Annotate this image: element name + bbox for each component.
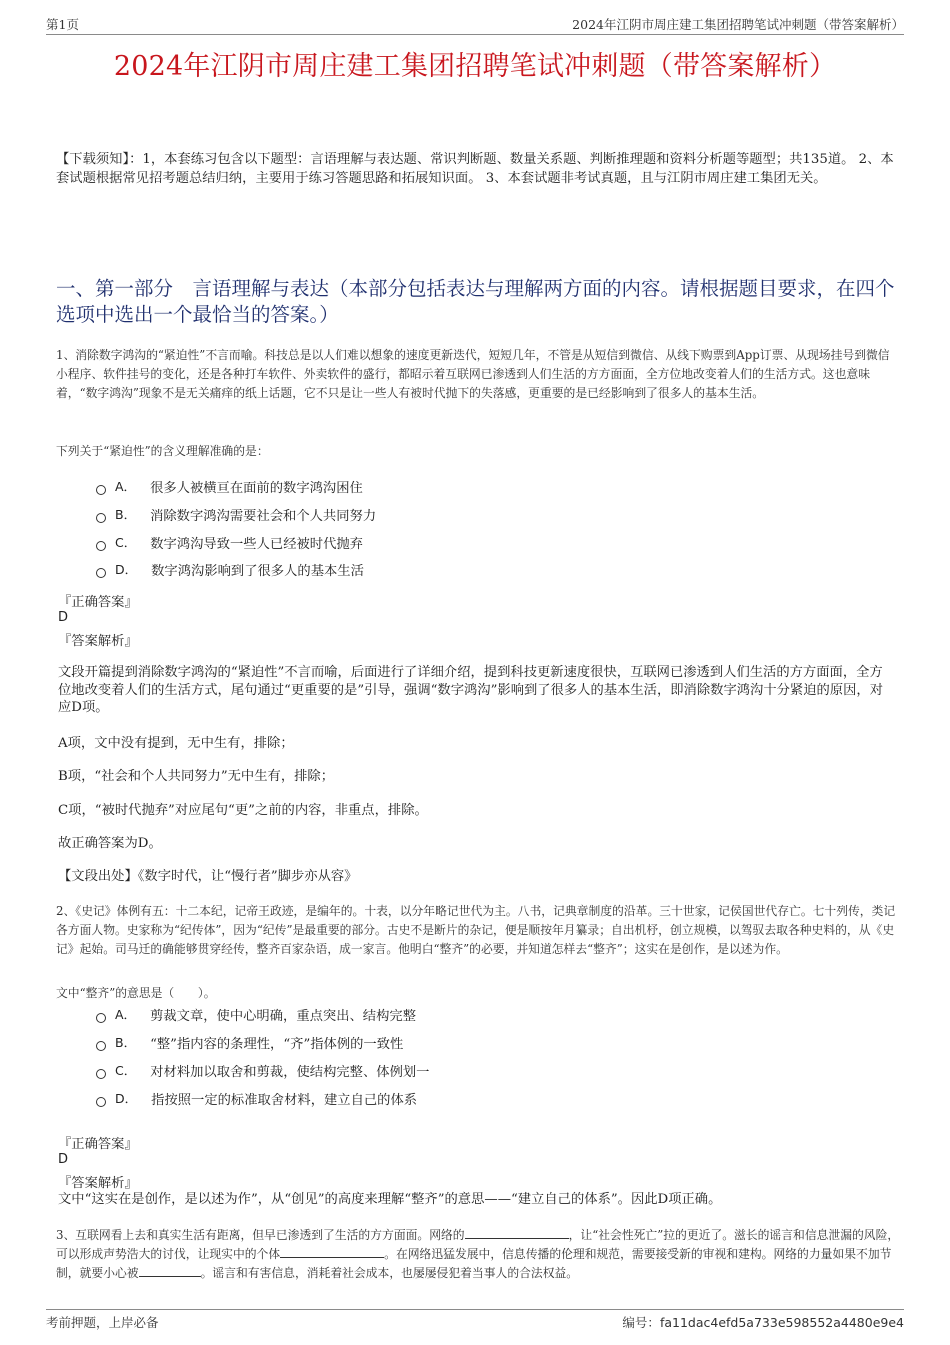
q1-analysis-label: 『答案解析』 [58,634,138,649]
q2-option-d[interactable] [96,1088,417,1108]
radio-icon[interactable] [96,513,106,523]
radio-icon[interactable] [96,1069,106,1079]
q2-option-b[interactable] [96,1032,403,1052]
option-letter: D． [115,562,138,577]
option-text: “整”指内容的条理性，“齐”指体例的一致性 [150,1036,404,1052]
page-title: 2024年江阴市周庄建工集团招聘笔试冲刺题（带答案解析） [113,51,837,82]
q2-answer: D [58,1152,69,1167]
footer-code-value: fa11dac4efd5a733e598552a4480e9e4 [659,1315,904,1330]
q1-analysis-b: B项，“社会和个人共同努力”无中生有，排除； [58,769,335,784]
option-letter: C． [115,1063,137,1078]
download-notice: 【下载须知】：1，本套练习包含以下题型：言语理解与表达题、常识判断题、数量关系题、判断推理题和资料分析题等题型；共135道。 2、本套试题根据常见招考题总结归纳，主要用于练习答题思路和拓展知识面。 3、本套试题非考试真题，且与江阴市周庄建工集团无关。 [56,152,894,186]
q1-answer: D [58,610,69,625]
q1-option-b[interactable] [96,504,376,524]
q1-option-a[interactable] [96,476,363,496]
q2-stem: 2、《史记》体例有五：十二本纪，记帝王政迹，是编年的。十表，以分年略记世代为主。八书，记典章制度的沿革。三十世家，记侯国世代存亡。七十列传，类记各方面人物。史家称为“纪传体”，因为“纪传”是最重要的部分。古史不是断片的杂记，便是顺按年月纂录；自出机杼，创立规模，以驾驭去取各种史料的，从《史记》起始。司马迁的确能够贯穿经传，整齐百家杂语，成一家言。他明白“整齐”的必要，并知道怎样去“整齐”；这实在是创作，是以述为作。 [56,904,896,956]
q1-option-c[interactable] [96,532,363,552]
q1-correct-answer-label: 『正确答案』 [58,595,138,610]
radio-icon[interactable] [96,485,106,495]
q2-analysis-label: 『答案解析』 [58,1176,138,1191]
option-text: 消除数字鸿沟需要社会和个人共同努力 [150,508,377,524]
page-number: 第1页 [46,17,79,32]
q2-prompt: 文中“整齐”的意思是（ ）。 [56,986,216,1000]
q1-conclusion: 故正确答案为D。 [58,836,162,851]
radio-icon[interactable] [96,1097,106,1107]
q3-text-part-4: 。谣言和有害信息，消耗着社会成本，也屡屡侵犯着当事人的合法权益。 [200,1266,579,1280]
option-text: 很多人被横亘在面前的数字鸿沟困住 [150,480,363,496]
q3-stem [56,1226,901,1283]
header-divider [46,34,904,35]
q1-option-d[interactable] [96,559,364,579]
option-letter: C． [115,535,137,550]
option-text: 数字鸿沟导致一些人已经被时代抛弃 [150,536,363,552]
radio-icon[interactable] [96,541,106,551]
q2-option-c[interactable] [96,1060,429,1080]
option-letter: B． [115,1035,137,1050]
q1-stem: 1、消除数字鸿沟的“紧迫性”不言而喻。科技总是以人们难以想象的速度更新迭代，短短几年，不管是从短信到微信、从线下购票到App订票、从现场挂号到微信小程序、软件挂号的变化，还是各种打车软件、外卖软件的盛行，都昭示着互联网已渗透到人们生活的方方面面，全方位地改变着人们的生活方式。这也意味着，“数字鸿沟”现象不是无关痛痒的纸上话题，它不只是让一些人有被时代抛下的失落感，更重要的是已经影响到了很多人的基本生活。 [56,348,890,400]
radio-icon[interactable] [96,1041,106,1051]
q2-correct-answer-label: 『正确答案』 [58,1137,138,1152]
option-letter: A． [115,479,137,494]
footer-code [622,1313,904,1331]
q2-option-a[interactable] [96,1004,416,1024]
q3-text-part-2: ，让“社会性死亡”拉的更近了。滋长的谣言和信息泄漏的风险，可以形成声势浩大的讨伐，让现实中的个体 [56,1228,900,1261]
q3-text-part-3: 。在网络迅猛发展中，信息传播的伦理和规范，需要接受新的审视和建构。网络的力量如果不加节制，就要小心被 [56,1247,892,1280]
footer-divider [46,1309,904,1310]
option-text: 指按照一定的标准取舍材料，建立自己的体系 [151,1092,418,1108]
q3-blank-2[interactable] [280,1245,384,1258]
radio-icon[interactable] [96,568,106,578]
header-doc-title: 2024年江阴市周庄建工集团招聘笔试冲刺题（带答案解析） [572,17,904,32]
q1-analysis-a: A项，文中没有提到，无中生有，排除； [58,736,294,751]
q1-source: 【文段出处】《数字时代，让“慢行者”脚步亦从容》 [58,869,358,884]
option-text: 对材料加以取舍和剪裁，使结构完整、体例划一 [150,1064,430,1080]
option-text: 数字鸿沟影响到了很多人的基本生活 [151,563,364,579]
radio-icon[interactable] [96,1013,106,1023]
q1-prompt: 下列关于“紧迫性”的含义理解准确的是： [56,444,269,458]
q3-blank-3[interactable] [139,1264,201,1277]
section-heading: 一、第一部分 言语理解与表达（本部分包括表达与理解两方面的内容。请根据题目要求，在四个选项中选出一个最恰当的答案。） [56,277,895,326]
q3-blank-1[interactable] [465,1226,569,1239]
option-text: 剪裁文章，使中心明确，重点突出、结构完整 [150,1008,416,1024]
option-letter: A． [115,1007,137,1022]
footer-code-label: 编号： [622,1315,660,1330]
option-letter: B． [115,507,137,522]
q1-analysis: 文段开篇提到消除数字鸿沟的“紧迫性”不言而喻，后面进行了详细介绍，提到科技更新速度很快，互联网已渗透到人们生活的方方面面，全方位地改变着人们的生活方式，尾句通过“更重要的是”引导，强调“数字鸿沟”影响到了很多人的基本生活，即消除数字鸿沟十分紧迫的原因，对应D项。 [58,665,884,715]
option-letter: D． [115,1091,138,1106]
q1-analysis-c: C项，“被时代抛弃”对应尾句“更”之前的内容，非重点，排除。 [58,803,428,818]
q2-analysis: 文中“这实在是创作，是以述为作”，从“创见”的高度来理解“整齐”的意思——“建立自己的体系”。因此D项正确。 [58,1192,722,1207]
footer-slogan: 考前押题，上岸必备 [46,1315,159,1330]
q3-text-part-1: 3、互联网看上去和真实生活有距离，但早已渗透到了生活的方方面面。网络的 [56,1228,465,1242]
